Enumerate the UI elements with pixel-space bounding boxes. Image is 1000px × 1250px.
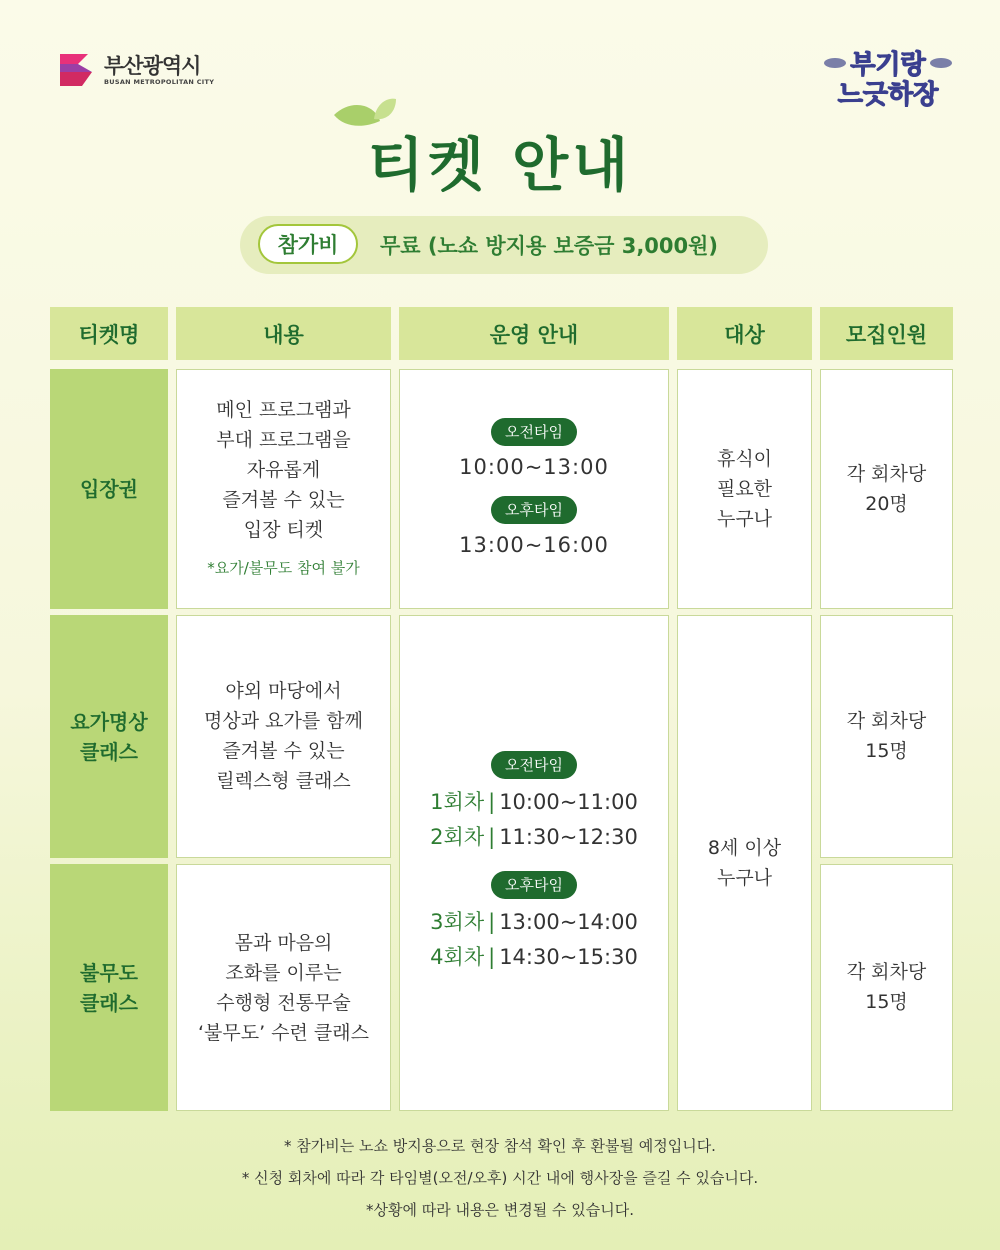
- org-name-ko: 부산광역시: [104, 54, 201, 78]
- am-time-badge: 오전타임: [491, 418, 577, 446]
- row-content-bulmudo: [176, 864, 391, 1111]
- org-name-en: BUSAN METROPOLITAN CITY: [104, 78, 215, 86]
- busan-city-logo: [58, 50, 214, 90]
- header-target: 대상: [677, 307, 812, 360]
- capacity-line: 15명: [865, 740, 908, 762]
- content-line: 수행형 전통무술: [216, 991, 351, 1014]
- session-row: 4회차 | 14:30~15:30: [430, 945, 638, 969]
- fee-banner: [240, 216, 768, 274]
- session-time: 10:00~11:00: [499, 790, 638, 814]
- pm-time-badge: 오후타임: [491, 871, 577, 899]
- session-time: 11:30~12:30: [499, 825, 638, 849]
- content-line: 메인 프로그램과: [216, 399, 351, 421]
- am-time-badge: 오전타임: [491, 751, 577, 779]
- row-content-yoga: [176, 615, 391, 858]
- fee-label: 참가비: [258, 224, 358, 264]
- row-name-line: 불무도: [80, 960, 138, 985]
- footer-note: * 신청 회차에 따라 각 타임별(오전/오후) 시간 내에 행사장을 즐길 수 있습니다.: [241, 1169, 759, 1187]
- row-name-line: 클래스: [80, 990, 138, 1015]
- content-line: 자유롭게: [246, 459, 321, 481]
- row-target-admission: [677, 369, 812, 609]
- content-line: 조화를 이루는: [225, 961, 342, 984]
- busan-emblem-icon: [58, 50, 98, 90]
- content-line: 몸과 마음의: [234, 931, 333, 954]
- header-capacity: 모집인원: [820, 307, 953, 360]
- am-time-range: 10:00~13:00: [459, 455, 609, 479]
- session-number: 1회차: [430, 790, 485, 814]
- row-schedule-admission: [399, 369, 669, 609]
- row-capacity-admission: [820, 369, 953, 609]
- row-name-line: 요가명상: [70, 709, 148, 734]
- header-content: 내용: [176, 307, 391, 360]
- page-title: 티켓 안내: [367, 131, 633, 199]
- content-line: 입장 티켓: [243, 519, 324, 541]
- content-line: 명상과 요가를 함께: [204, 710, 363, 732]
- content-line: 즐겨볼 수 있는: [222, 489, 345, 511]
- restriction-note: *요가/불무도 참여 불가: [207, 559, 360, 577]
- pm-time-badge: 오후타임: [491, 496, 577, 524]
- row-name-yoga: [50, 615, 168, 858]
- header-schedule: 운영 안내: [399, 307, 669, 360]
- capacity-line: 각 회차당: [846, 463, 927, 485]
- target-line: 8세 이상: [707, 837, 782, 859]
- target-line: 누구나: [716, 867, 773, 889]
- row-capacity-bulmudo: [820, 864, 953, 1111]
- header-ticket-name: 티켓명: [50, 307, 168, 360]
- capacity-line: 20명: [865, 493, 908, 515]
- session-row: 1회차 | 10:00~11:00: [430, 790, 638, 814]
- session-number: 3회차: [430, 910, 485, 934]
- event-logo-line2: 느긋하장: [837, 80, 939, 110]
- fee-text: 무료 (노쇼 방지용 보증금 3,000원): [380, 234, 719, 258]
- event-logo-line1: 부기랑: [850, 50, 925, 80]
- target-line: 누구나: [716, 508, 773, 530]
- session-number: 4회차: [430, 945, 485, 969]
- class-schedule: [399, 615, 669, 1111]
- row-capacity-yoga: [820, 615, 953, 858]
- class-target: [677, 615, 812, 1111]
- pm-time-range: 13:00~16:00: [459, 533, 609, 557]
- content-line: 야외 마당에서: [225, 680, 342, 702]
- footer-note: * 참가비는 노쇼 방지용으로 현장 참석 확인 후 환불될 예정입니다.: [284, 1137, 716, 1155]
- target-line: 필요한: [716, 478, 773, 500]
- row-name-admission: 입장권: [50, 369, 168, 609]
- session-row: 3회차 | 13:00~14:00: [430, 910, 638, 934]
- row-name-line: 클래스: [80, 739, 138, 764]
- footer-notes: [0, 1130, 1000, 1226]
- session-time: 14:30~15:30: [499, 945, 638, 969]
- session-number: 2회차: [430, 825, 485, 849]
- content-line: 즐겨볼 수 있는: [222, 740, 345, 762]
- session-row: 2회차 | 11:30~12:30: [430, 825, 638, 849]
- target-line: 휴식이: [716, 448, 773, 470]
- content-line: 부대 프로그램을: [216, 429, 351, 451]
- content-line: ‘불무도’ 수련 클래스: [198, 1021, 369, 1044]
- row-name-bulmudo: [50, 864, 168, 1111]
- row-content-admission: [176, 369, 391, 609]
- capacity-line: 15명: [865, 991, 908, 1013]
- session-time: 13:00~14:00: [499, 910, 638, 934]
- capacity-line: 각 회차당: [846, 710, 927, 732]
- footer-note: *상황에 따라 내용은 변경될 수 있습니다.: [366, 1201, 634, 1219]
- capacity-line: 각 회차당: [846, 961, 927, 983]
- content-line: 릴렉스형 클래스: [216, 770, 351, 792]
